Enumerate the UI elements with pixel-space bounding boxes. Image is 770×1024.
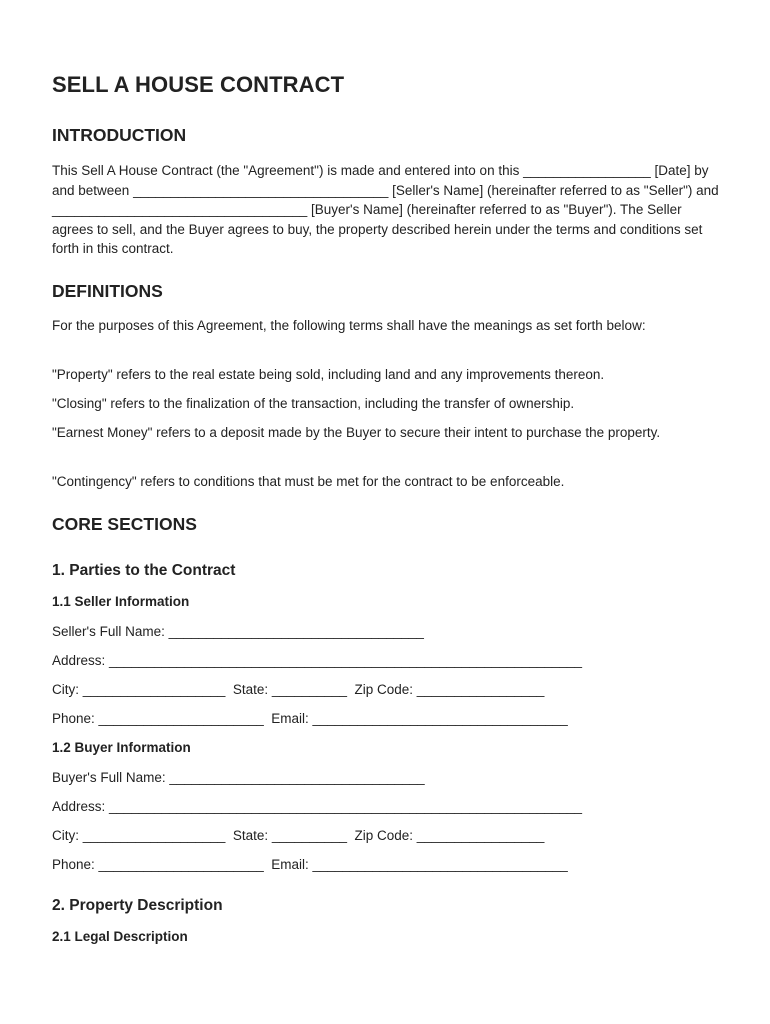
introduction-paragraph: This Sell A House Contract (the "Agreement") is made and entered into on this _________________ [Date] by and between __________________________________ [Seller's Name] (hereinafter referred to as "Seller") and __________________________________ [Buyer's Name] (hereinafter referred to as "Buyer"). The Seller agrees to sell, and the Buyer agrees to buy, the property described herein under the terms and conditions set forth in this contract. — [52, 163, 719, 256]
buyer-full-name-field: Buyer's Full Name: __________________________________ — [52, 770, 425, 785]
seller-full-name-field: Seller's Full Name: __________________________________ — [52, 624, 424, 639]
parties-heading: 1. Parties to the Contract — [52, 562, 236, 579]
definition-contingency: "Contingency" refers to conditions that must be met for the contract to be enforceable. — [52, 474, 565, 489]
legal-description-heading: 2.1 Legal Description — [52, 929, 188, 944]
seller-information-heading: 1.1 Seller Information — [52, 594, 190, 609]
seller-address-field: Address: _______________________________________________________________ — [52, 653, 583, 668]
buyer-city-state-zip-field: City: ___________________ State: __________ Zip Code: _________________ — [52, 828, 545, 843]
seller-phone-email-field: Phone: ______________________ Email: __________________________________ — [52, 711, 568, 726]
core-sections-heading: CORE SECTIONS — [52, 514, 197, 534]
definitions-heading: DEFINITIONS — [52, 281, 163, 301]
document-title: SELL A HOUSE CONTRACT — [52, 72, 345, 97]
property-description-heading: 2. Property Description — [52, 897, 223, 914]
buyer-information-heading: 1.2 Buyer Information — [52, 740, 191, 755]
definitions-intro: For the purposes of this Agreement, the following terms shall have the meanings as set forth below: — [52, 318, 646, 333]
definition-closing: "Closing" refers to the finalization of the transaction, including the transfer of ownership. — [52, 396, 575, 411]
buyer-phone-email-field: Phone: ______________________ Email: __________________________________ — [52, 857, 568, 872]
definition-earnest-money: "Earnest Money" refers to a deposit made by the Buyer to secure their intent to purchase the property. — [52, 425, 661, 440]
seller-city-state-zip-field: City: ___________________ State: __________ Zip Code: _________________ — [52, 682, 545, 697]
buyer-address-field: Address: _______________________________________________________________ — [52, 799, 583, 814]
introduction-heading: INTRODUCTION — [52, 125, 187, 145]
definition-property: "Property" refers to the real estate being sold, including land and any improvements thereon. — [52, 367, 605, 382]
